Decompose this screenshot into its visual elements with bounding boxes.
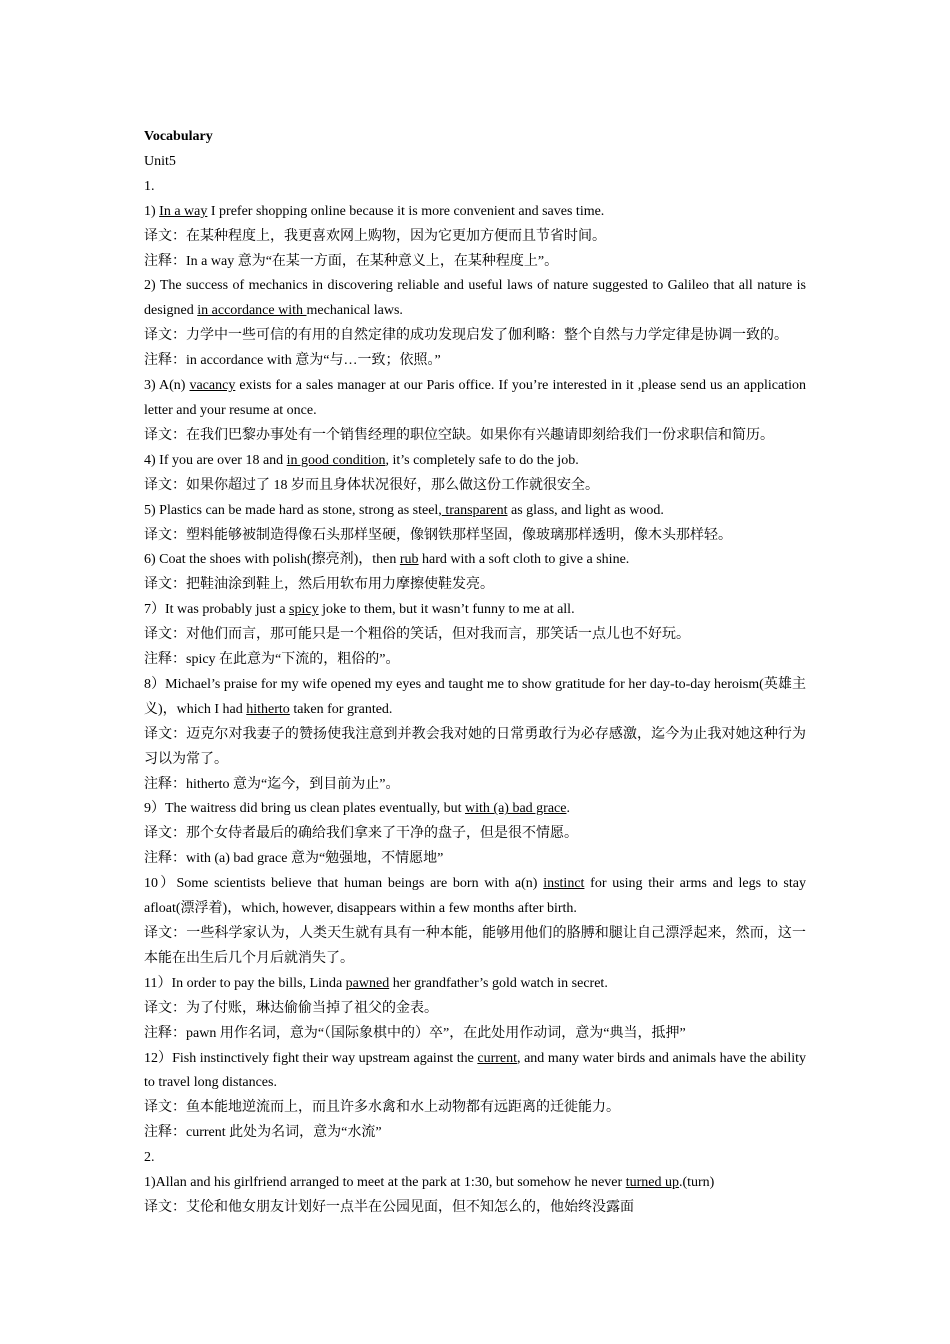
answer-key: current <box>477 1050 518 1066</box>
document-heading: Vocabulary <box>144 129 213 144</box>
example-sentence: 4) If you are over 18 and in good condition, it’s completely safe to do the job. <box>144 452 579 468</box>
translation: 译文：塑料能够被制造得像石头那样坚硬，像钢铁那样坚固，像玻璃那样透明，像木头那样轻。 <box>144 527 732 543</box>
answer-key: with (a) bad grace <box>465 801 567 817</box>
answer-key: in good condition <box>286 452 386 468</box>
answer-key: spicy <box>289 602 319 618</box>
exercise-item <box>144 1047 806 1147</box>
exercise-item <box>144 972 806 1047</box>
note: 注释：in accordance with 意为“与…一致；依照。” <box>144 353 441 369</box>
note: 注释：spicy 在此意为“下流的，粗俗的”。 <box>144 652 400 668</box>
example-sentence: 2) The success of mechanics in discovering reliable and useful laws of nature suggested to Galileo that all nature is designed in accordance with mechanical laws. <box>144 278 806 319</box>
note: 注释：In a way 意为“在某一方面，在某种意义上，在某种程度上”。 <box>144 253 559 269</box>
answer-key: pawned <box>345 975 390 991</box>
document-page <box>144 125 806 1221</box>
answer-key: rub <box>399 552 419 568</box>
exercise-item <box>144 872 806 972</box>
answer-key: instinct <box>543 876 585 892</box>
translation: 译文：艾伦和他女朋友计划好一点半在公园见面，但不知怎么的，他始终没露面 <box>144 1199 634 1215</box>
answer-key: In a way <box>159 203 208 219</box>
exercise-item <box>144 374 806 449</box>
exercise-item <box>144 673 806 798</box>
example-sentence: 8）Michael’s praise for my wife opened my eyes and taught me to show gratitude for her day-to-day heroism(英雄主义)，which I had hitherto taken for granted. <box>144 676 806 717</box>
note: 注释：hitherto 意为“迄今，到目前为止”。 <box>144 776 400 792</box>
exercise-list <box>144 200 806 1146</box>
unit-label: Unit5 <box>144 153 176 169</box>
translation: 译文：那个女侍者最后的确给我们拿来了干净的盘子，但是很不情愿。 <box>144 826 578 842</box>
example-sentence: 3) A(n) vacancy exists for a sales manager at our Paris office. If you’re interested in it ,please send us an application letter and your resume at once. <box>144 378 807 418</box>
translation: 译文：在我们巴黎办事处有一个销售经理的职位空缺。如果你有兴趣请即刻给我们一份求职信和简历。 <box>144 427 774 443</box>
exercise-item <box>144 598 806 673</box>
answer-key: transparent <box>441 502 508 518</box>
example-sentence: 1) In a way I prefer shopping online because it is more convenient and saves time. <box>144 203 605 219</box>
translation: 译文：如果你超过了 18 岁而且身体状况很好，那么做这份工作就很安全。 <box>144 477 599 493</box>
exercise-item <box>144 200 806 275</box>
translation: 译文：为了付账，琳达偷偷当掉了祖父的金表。 <box>144 1000 438 1016</box>
note: 注释：with (a) bad grace 意为“勉强地，不情愿地” <box>144 851 444 867</box>
exercise-item <box>144 1171 806 1221</box>
example-sentence: 7）It was probably just a spicy joke to them, but it wasn’t funny to me at all. <box>144 602 575 618</box>
section-label: 2. <box>144 1150 155 1166</box>
note: 注释：current 此处为名词，意为“水流” <box>144 1125 382 1141</box>
translation: 译文：力学中一些可信的有用的自然定律的成功发现启发了伽利略：整个自然与力学定律是协调一致的。 <box>144 328 788 344</box>
translation: 译文：对他们而言，那可能只是一个粗俗的笑话，但对我而言，那笑话一点儿也不好玩。 <box>144 627 690 643</box>
translation: 译文：鱼本能地逆流而上，而且许多水禽和水上动物都有远距离的迁徙能力。 <box>144 1100 620 1116</box>
exercise-list-part2 <box>144 1171 806 1221</box>
translation: 译文：一些科学家认为，人类天生就有具有一种本能，能够用他们的胳膊和腿让自己漂浮起来，然而，这一本能在出生后几个月后就消失了。 <box>144 926 806 966</box>
translation: 译文：把鞋油涂到鞋上，然后用软布用力摩擦使鞋发亮。 <box>144 577 494 593</box>
example-sentence: 12）Fish instinctively fight their way upstream against the current, and many water birds and animals have the ability to travel long distances. <box>144 1050 806 1091</box>
exercise-item <box>144 797 806 872</box>
example-sentence: 10）Some scientists believe that human beings are born with a(n) instinct for using their arms and legs to stay afloat(漂浮着)，which, however, disappears within a few months after birth. <box>144 876 806 917</box>
example-sentence: 9）The waitress did bring us clean plates eventually, but with (a) bad grace. <box>144 801 570 817</box>
example-sentence: 5) Plastics can be made hard as stone, strong as steel, transparent as glass, and light as wood. <box>144 502 664 518</box>
exercise-item <box>144 449 806 499</box>
answer-key: in accordance with <box>197 303 307 319</box>
answer-key: turned up <box>625 1175 679 1191</box>
section-label: 1. <box>144 178 155 194</box>
exercise-item <box>144 499 806 549</box>
exercise-item <box>144 274 806 374</box>
answer-key: hitherto <box>246 701 290 717</box>
translation: 译文：迈克尔对我妻子的赞扬使我注意到并教会我对她的日常勇敢行为必存感激，迄今为止我对她这种行为习以为常了。 <box>144 726 806 767</box>
answer-key: vacancy <box>189 378 236 394</box>
example-sentence: 1)Allan and his girlfriend arranged to meet at the park at 1:30, but somehow he never turned up.(turn) <box>144 1175 715 1191</box>
example-sentence: 6) Coat the shoes with polish(擦亮剂)，then rub hard with a soft cloth to give a shine. <box>144 552 630 568</box>
exercise-item <box>144 548 806 598</box>
note: 注释：pawn 用作名词，意为“（国际象棋中的）卒”，在此处用作动词，意为“典当，抵押” <box>144 1025 686 1041</box>
translation: 译文：在某种程度上，我更喜欢网上购物，因为它更加方便而且节省时间。 <box>144 228 606 244</box>
example-sentence: 11）In order to pay the bills, Linda pawned her grandfather’s gold watch in secret. <box>144 975 608 991</box>
